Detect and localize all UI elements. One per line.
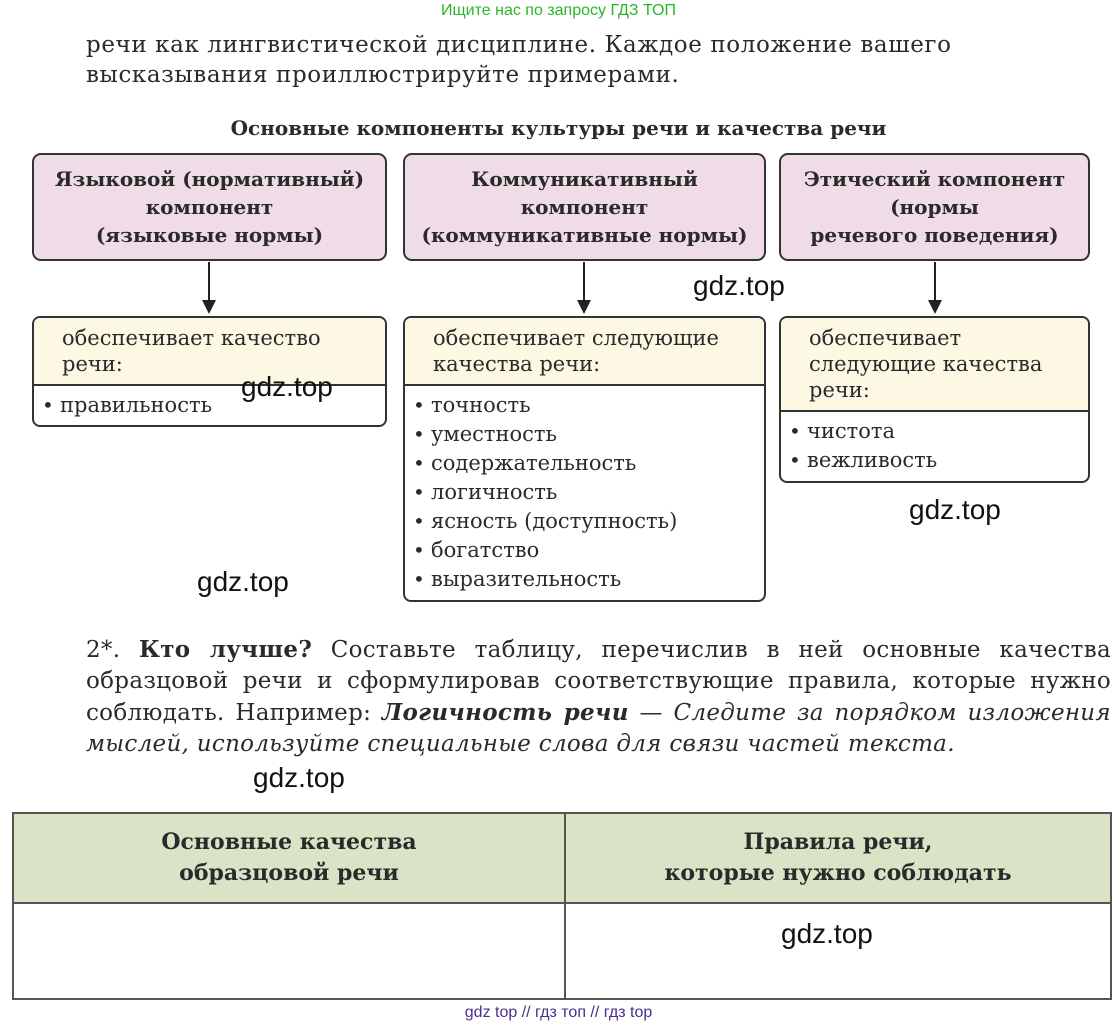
arrow-down-icon: [928, 300, 942, 314]
component-ethical-box: [779, 153, 1090, 261]
header-line: Этический компонент: [803, 167, 1066, 191]
component-communicative-box: [403, 153, 766, 261]
watermark: gdz.top: [781, 918, 873, 949]
intro-text: речи как лингвистической дисциплине. Каждое положение вашего высказывания проиллюстрируйте примерами.: [86, 32, 952, 88]
watermark: gdz.top: [693, 270, 785, 301]
arrow-down-icon: [577, 300, 591, 314]
list-item: • содержательность: [405, 449, 764, 478]
header-line: (нормы: [890, 195, 979, 219]
list-item: • ясность (доступность): [405, 507, 764, 536]
task-text: [86, 634, 1111, 760]
header-line: (языковые нормы): [95, 223, 324, 247]
qualities-box-ethical: [779, 316, 1090, 483]
scheme-title: Основные компоненты культуры речи и качества речи: [230, 116, 887, 140]
header-line: (коммуникативные нормы): [421, 223, 748, 247]
qualities-box-communicative: [403, 316, 766, 602]
header-line: Языковой (нормативный): [54, 167, 365, 191]
list-item: • богатство: [405, 536, 764, 565]
list-item: • уместность: [405, 420, 764, 449]
header-line: которые нужно соблюдать: [664, 860, 1012, 886]
task-body: Составьте таблицу, перечислив в ней основные качества образцовой речи и сформулировав соответствующие правила, которые нужно соблюдать. Например:: [86, 637, 1111, 726]
component-linguistic-box: [32, 153, 387, 261]
watermark: gdz.top: [909, 494, 1001, 525]
table-header-rules: [565, 813, 1111, 903]
provides-label: обеспечивает следующие качества речи:: [781, 318, 1088, 412]
table-header-row: [13, 813, 1111, 903]
list-item: • точность: [405, 391, 764, 420]
watermark: gdz.top: [253, 762, 345, 793]
task-number: 2*.: [86, 637, 121, 663]
watermark: gdz.top: [197, 566, 289, 597]
header-line: образцовой речи: [179, 860, 399, 886]
provides-label: обеспечивает качество речи:: [34, 318, 385, 386]
arrow-shaft: [208, 262, 210, 302]
task-title: Кто лучше?: [138, 636, 313, 663]
qualities-list: [781, 412, 1088, 481]
example-term: Логичность речи: [381, 699, 629, 726]
table-row: [13, 903, 1111, 999]
provides-label: обеспечивает следующие качества речи:: [405, 318, 764, 386]
watermark: gdz.top: [241, 371, 333, 402]
header-line: Коммуникативный: [471, 167, 698, 191]
list-item: • вежливость: [781, 446, 1088, 475]
header-line: компонент: [145, 195, 274, 219]
header-line: речевого поведения): [810, 223, 1059, 247]
qualities-list: [405, 386, 764, 600]
header-line: Правила речи,: [743, 829, 933, 855]
list-item: • логичность: [405, 478, 764, 507]
list-item: • правильность: [34, 391, 385, 420]
header-line: Основные качества: [161, 829, 417, 855]
header-line: компонент: [520, 195, 649, 219]
arrow-down-icon: [202, 300, 216, 314]
example-dash: —: [639, 700, 663, 726]
table-cell: [13, 903, 565, 999]
arrow-shaft: [583, 262, 585, 302]
example-rule: Следите за порядком изложения мыслей, используйте специальные слова для связи частей текста.: [86, 700, 1111, 757]
qualities-rules-table: [12, 812, 1112, 1000]
arrow-shaft: [934, 262, 936, 302]
footer-text: gdz top // гдз топ // гдз top: [464, 1004, 653, 1021]
qualities-box-linguistic: [32, 316, 387, 427]
list-item: • чистота: [781, 417, 1088, 446]
list-item: • выразительность: [405, 565, 764, 594]
table-header-qualities: [13, 813, 565, 903]
top-banner: Ищите нас по запросу ГДЗ ТОП: [441, 2, 676, 19]
